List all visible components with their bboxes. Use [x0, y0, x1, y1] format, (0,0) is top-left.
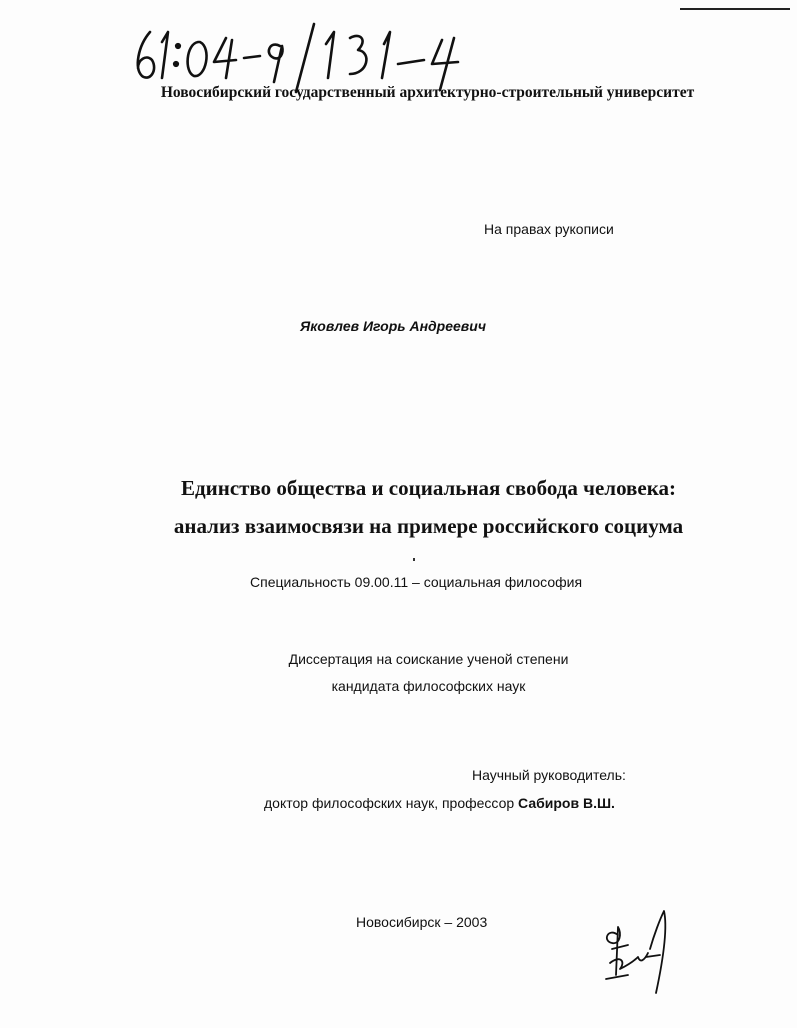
- author-name: Яковлев Игорь Андреевич: [300, 318, 486, 334]
- handwritten-signature: [598, 905, 678, 1000]
- supervisor-label: Научный руководитель:: [472, 767, 626, 783]
- title-line-2: анализ взаимосвязи на примере российского социума: [173, 514, 684, 538]
- dissertation-line-2: кандидата философских наук: [331, 678, 526, 694]
- specialty-line: Специальность 09.00.11 – социальная философия: [250, 574, 583, 590]
- scan-speck: [413, 558, 415, 561]
- supervisor-name: Сабиров В.Ш.: [518, 795, 615, 811]
- dissertation-line-1: Диссертация на соискание ученой степени: [288, 651, 569, 667]
- manuscript-rights-label: На правах рукописи: [484, 221, 614, 237]
- supervisor-line: [264, 795, 615, 811]
- top-edge-line: [680, 8, 790, 10]
- university-name: Новосибирский государственный архитектурно-строительный университет: [160, 84, 695, 101]
- title-line-1: Единство общества и социальная свобода человека:: [181, 476, 676, 500]
- supervisor-degree: доктор философских наук, профессор: [264, 795, 515, 811]
- city-year: Новосибирск – 2003: [356, 914, 488, 930]
